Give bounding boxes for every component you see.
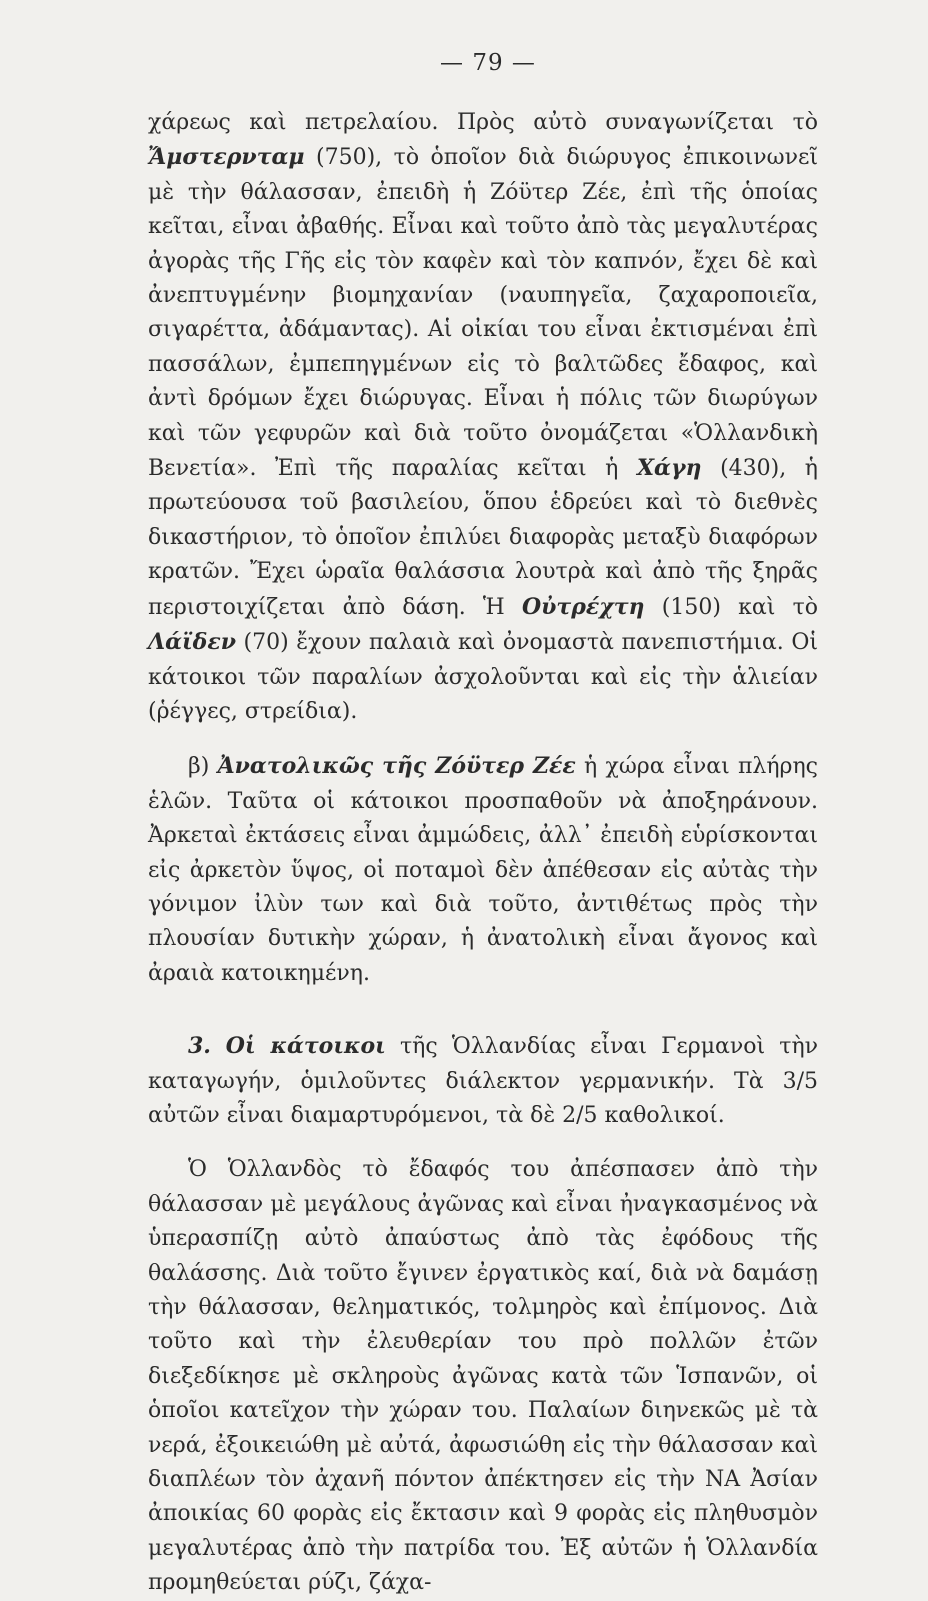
- paragraph-text: Ὁ Ὁλλανδὸς τὸ ἔδαφός του ἀπέσπασεν ἀπὸ τὴν θάλασσαν μὲ μεγάλους ἀγῶνας καὶ εἶναι ἠναγκασμένος νὰ ὑπερασπίζῃ αὐτὸ ἀπαύστως ἀπὸ τὰς ἐφόδους τῆς θαλάσσης. Διὰ τοῦτο ἔγινεν ἐργατικὸς καί, διὰ νὰ δαμάσῃ τὴν θάλασσαν, θεληματικός, τολμηρὸς καὶ ἐπίμονος. Διὰ τοῦτο καὶ τὴν ἐλευθερίαν του πρὸ πολλῶν ἐτῶν διεξεδίκησε μὲ σκληροὺς ἀγῶνας κατὰ τῶν Ἱσπανῶν, οἱ ὁποῖοι κατεῖχον τὴν χώραν του. Παλαίων διηνεκῶς μὲ τὰ νερά, ἐξοικειώθη μὲ αὐτά, ἀφωσιώθη εἰς τὴν θάλασσαν καὶ διαπλέων τὸν ἀχανῆ πόντον ἀπέκτησεν εἰς τὴν ΝΑ Ἀσίαν ἀποικίας 60 φορὰς εἰς ἔκτασιν καὶ 9 φορὰς εἰς πληθυσμὸν μεγαλυτέρας ἀπὸ τὴν πατρίδα του. Ἐξ αὐτῶν ἡ Ὁλλανδία προμηθεύεται ρύζι, ζάχα-: [148, 1157, 818, 1596]
- paragraph-text: (70) ἔχουν παλαιὰ καὶ ὀνομαστὰ πανεπιστήμια. Οἱ κάτοικοι τῶν παραλίων ἀσχολοῦνται καὶ εἰς τὴν ἁλιείαν (ῥέγγες, στρείδια).: [148, 630, 818, 724]
- paragraph-text: τῆς Ὁλλανδίας εἶναι Γερμανοὶ τὴν καταγωγήν, ὁμιλοῦντες διάλεκτον γερμανικήν. Τὰ 3/5 αὐτῶν εἶναι διαμαρτυρόμενοι, τὰ δὲ 2/5 καθολικοί.: [148, 1034, 819, 1128]
- paragraph-cities: [148, 106, 818, 729]
- paragraph-text: (750), τὸ ὁποῖον διὰ διώρυγος ἐπικοινωνεῖ μὲ τὴν θάλασσαν, ἐπειδὴ ἡ Ζόϋτερ Ζέε, ἐπὶ τῆς ὁποίας κεῖται, εἶναι ἀβαθής. Εἶναι καὶ τοῦτο ἀπὸ τὰς μεγαλυτέρας ἀγορὰς τῆς Γῆς εἰς τὸν καφὲν καὶ τὸν καπνόν, ἔχει δὲ καὶ ἀνεπτυγμένην βιομηχανίαν (ναυπηγεῖα, ζαχαροποιεῖα, σιγαρέττα, ἀδάμαντας). Αἱ οἰκίαι του εἶναι ἐκτισμέναι ἐπὶ πασσάλων, ἐμπεπηγμένων εἰς τὸ βαλτῶδες ἔδαφος, καὶ ἀντὶ δρόμων ἔχει διώρυγας. Εἶναι ἡ πόλις τῶν διωρύγων καὶ τῶν γεφυρῶν καὶ διὰ τοῦτο ὀνομάζεται «Ὁλλανδικὴ Βενετία». Ἐπὶ τῆς παραλίας κεῖται ἡ: [148, 145, 818, 482]
- place-name-leiden: Λάϊδεν: [148, 629, 236, 656]
- place-name-hague: Χάγη: [636, 455, 702, 482]
- place-name-utrecht: Οὐτρέχτη: [522, 593, 645, 620]
- list-marker: β): [188, 754, 218, 780]
- page-number: — 79 —: [440, 50, 536, 76]
- paragraph-east: [148, 749, 818, 991]
- paragraph-text: ἡ χώρα εἶναι πλήρης ἑλῶν. Ταῦτα οἱ κάτοικοι προσπαθοῦν νὰ ἀποξηράνουν. Ἀρκεταὶ ἐκτάσεις εἶναι ἀμμώδεις, ἀλλ᾽ ἐπειδὴ εὑρίσκονται εἰς ἀρκετὸν ὕψος, οἱ ποταμοὶ δὲν ἀπέθεσαν εἰς αὐτὰς τὴν γόνιμον ἰλὺν των καὶ διὰ τοῦτο, ἀντιθέτως πρὸς τὴν πλουσίαν δυτικὴν χώραν, ἡ ἀνατολικὴ εἶναι ἄγονος καὶ ἀραιὰ κατοικημένη.: [148, 754, 818, 986]
- paragraph-text: χάρεως καὶ πετρελαίου. Πρὸς αὐτὸ συναγωνίζεται τὸ: [148, 110, 818, 135]
- paragraph-inhabitants: [148, 1029, 818, 1133]
- paragraph-text: (150) καὶ τὸ: [644, 594, 818, 620]
- subheading-east: Ἀνατολικῶς τῆς Ζόϋτερ Ζέε: [217, 753, 576, 780]
- paragraph-character: [148, 1153, 818, 1600]
- paragraph-text: (430), ἡ πρωτεύουσα τοῦ βασιλείου, ὅπου ἑδρεύει καὶ τὸ διεθνὲς δικαστήριον, τὸ ὁποῖον ἐπιλύει διαφορὰς μεταξὺ διαφόρων κρατῶν. Ἔχει ὡραῖα θαλάσσια λουτρὰ καὶ ἀπὸ τῆς ξηρᾶς περιστοιχίζεται ἀπὸ δάση. Ἡ: [148, 456, 818, 620]
- place-name-amsterdam: Ἄμστερνταμ: [148, 144, 305, 171]
- section-heading: Οἱ κάτοικοι: [210, 1033, 386, 1060]
- section-number: 3.: [188, 1033, 211, 1060]
